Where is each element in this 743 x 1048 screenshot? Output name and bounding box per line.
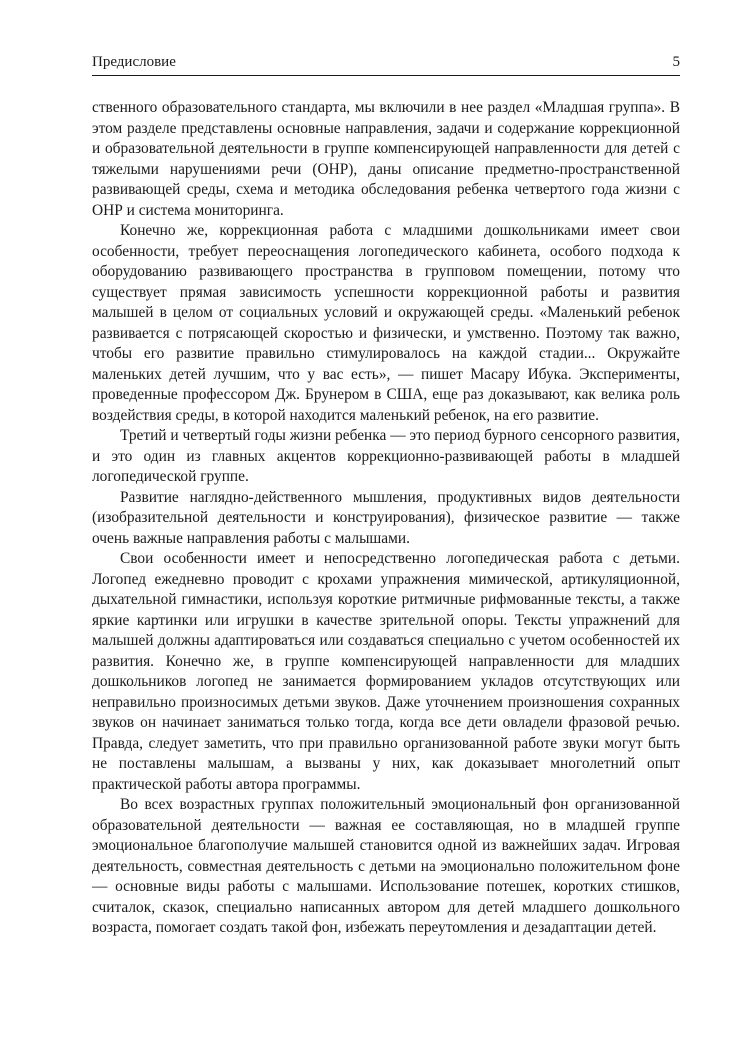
page-number: 5 xyxy=(672,54,680,70)
paragraph-4: Развитие наглядно-действенного мышления, продуктивных видов деятельности (изобразительной деятельности и конструирования), физическое развитие — также очень важные направления работы с малышами. xyxy=(92,488,680,547)
paragraph-3: Третий и четвертый годы жизни ребенка — это период бурного сенсорного развития, и это один из главных акцентов коррекционно-развивающей работы в младшей логопедической группе. xyxy=(92,427,680,485)
paragraph-1: ственного образовательного стандарта, мы включили в нее раздел «Младшая группа». В этом разделе представлены основные направления, задачи и содержание коррекционной и образовательной деятельности в группе компенсирующей направленности для детей с тяжелыми нарушениями речи (ОНР), даны описание предметно-пространственной развивающей среды, схема и методика обследования ребенка четвертого года жизни с ОНР и система мониторинга. xyxy=(92,99,680,219)
paragraph-5: Свои особенности имеет и непосредственно логопедическая работа с детьми. Логопед ежедневно проводит с крохами упражнения мимической, артикуляционной, дыхательной гимнастики, используя короткие ритмичные рифмованные тексты, а также яркие картинки или игрушки в качестве зрительной опоры. Тексты упражнений для малышей должны адаптироваться или создаваться специально с учетом особенностей их развития. Конечно же, в группе компенсирующей направленности для младших дошкольников логопед не занимается формированием укладов отсутствующих или неправильно произносимых детьми звуков. Даже уточнением произношения сохранных звуков он начинает заниматься только тогда, когда все дети овладели фразовой речью. Правда, следует заметить, что при правильно организованной работе звуки могут быть не поставлены малышам, а вызваны у них, как доказывает многолетний опыт практической работы автора программы. xyxy=(92,550,680,793)
book-page xyxy=(92,52,680,939)
paragraph-6: Во всех возрастных группах положительный эмоциональный фон организованной образовательной деятельности — важная ее составляющая, но в младшей группе эмоциональное благополучие малышей становится одной из важнейших задач. Игровая деятельность, совместная деятельность с детьми на эмоционально положительном фоне — основные виды работы с малышами. Использование потешек, коротких стишков, считалок, сказок, специально написанных автором для детей младшего дошкольного возраста, помогает создать такой фон, избежать переутомления и дезадаптации детей. xyxy=(92,796,680,936)
body-text xyxy=(92,98,680,939)
section-title: Предисловие xyxy=(92,54,176,70)
paragraph-2: Конечно же, коррекционная работа с младшими дошкольниками имеет свои особенности, требует переоснащения логопедического кабинета, особого подхода к оборудованию развивающего пространства в групповом помещении, потому что существует прямая зависимость успешности коррекционной работы и развития малышей в целом от социальных условий и окружающей среды. «Маленький ребенок развивается с потрясающей скоростью и физически, и умственно. Поэтому так важно, чтобы его развитие правильно стимулировалось на каждой стадии... Окружайте маленьких детей лучшим, что у вас есть», — пишет Масару Ибука. Эксперименты, проведенные профессором Дж. Брунером в США, еще раз доказывают, как велика роль воздействия среды, в которой находится маленький ребенок, на его развитие. xyxy=(92,222,680,424)
running-header xyxy=(92,52,680,76)
